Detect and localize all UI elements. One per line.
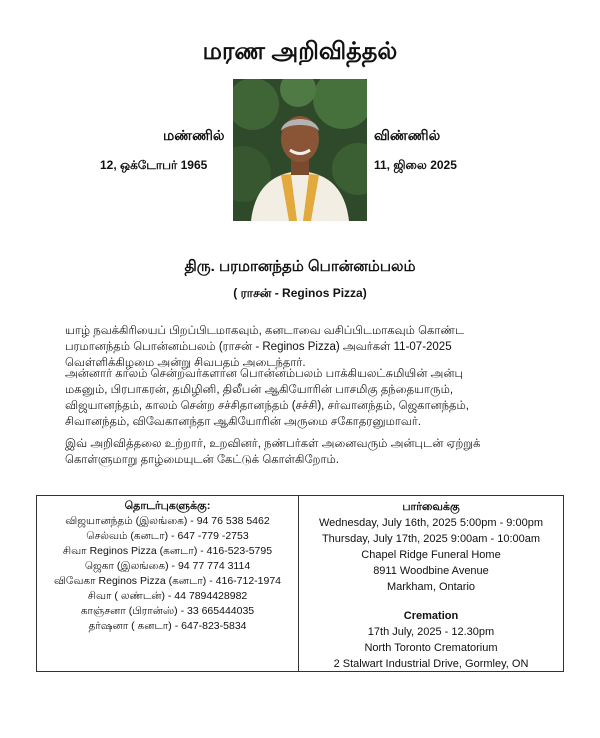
request-paragraph	[65, 436, 555, 468]
viewing-heading: பார்வைக்கு	[402, 501, 460, 513]
contact-item: ஜெகா (இலங்கை) - 94 77 774 3114	[84, 560, 251, 572]
contact-item: சிவா Reginos Pizza (கனடா) - 416-523-5795	[62, 545, 273, 557]
contact-item: சிவா ( லண்டன்) - 44 7894428982	[87, 590, 248, 602]
contact-item: தர்ஷனா ( கனடா) - 647-823-5834	[88, 620, 247, 632]
paragraph-line: சிவானந்தம், விவேகானந்தா ஆகியோரின் அருமை சகோதரனுமாவர்.	[65, 416, 422, 428]
family-paragraph	[65, 366, 555, 430]
cremation-heading: Cremation	[403, 610, 459, 622]
contacts-column	[37, 499, 298, 634]
paragraph-line: யாழ் நவக்கிரியைப் பிறப்பிடமாகவும், கனடாவை வசிப்பிடமாகவும் கொண்ட	[65, 325, 465, 337]
death-label: விண்ணில்	[374, 127, 441, 143]
deceased-name: திரு. பரமானந்தம் பொன்னம்பலம்	[184, 258, 416, 275]
contact-item: செல்வம் (கனடா) - 647 -779 -2753	[86, 530, 249, 542]
contact-item: காஞ்சனா (பிரான்ஸ்) - 33 665444035	[80, 605, 255, 617]
viewing-line: Chapel Ridge Funeral Home	[361, 549, 501, 561]
notice-title: மரண அறிவித்தல்	[202, 38, 398, 65]
viewing-line: Thursday, July 17th, 2025 9:00am - 10:00am	[321, 533, 541, 545]
announcement-paragraph	[65, 323, 555, 371]
cremation-line: North Toronto Crematorium	[364, 642, 498, 654]
viewing-line: Markham, Ontario	[386, 581, 476, 593]
viewing-line: 8911 Woodbine Avenue	[373, 565, 489, 577]
death-date: 11, ஜிலை 2025	[374, 158, 457, 172]
paragraph-line: மகனும், பிரபாகரன், தமிழினி, திலீபன் ஆகியோரின் பாசமிகு தந்தையாரும்,	[65, 384, 454, 396]
contact-item: விஜயானந்தம் (இலங்கை) - 94 76 538 5462	[65, 515, 270, 527]
contact-and-service-box	[36, 495, 564, 672]
birth-label: மண்ணில்	[163, 127, 225, 143]
birth-date: 12, ஒக்டோபர் 1965	[100, 158, 208, 172]
paragraph-line: கொள்ளுமாறு தாழ்மையுடன் கேட்டுக் கொள்கிறோம்.	[65, 454, 339, 466]
cremation-line: 2 Stalwart Industrial Drive, Gormley, ON	[333, 658, 529, 670]
contacts-heading: தொடர்புகளுக்கு:	[124, 500, 211, 512]
contact-item: விவேகா Reginos Pizza (கனடா) - 416-712-1974	[53, 575, 282, 587]
viewing-line: Wednesday, July 16th, 2025 5:00pm - 9:00pm	[318, 517, 543, 529]
cremation-line: 17th July, 2025 - 12.30pm	[367, 626, 495, 638]
portrait-photo	[233, 79, 367, 221]
paragraph-line: வெள்ளிக்கிழமை அன்று சிவபதம் அடைந்தார்.	[65, 357, 306, 369]
paragraph-line: அன்னார் காலம் சென்றவர்களான பொன்னம்பலம் பாக்கியலட்சுமியின் அன்பு	[65, 368, 464, 380]
paragraph-line: பரமானந்தம் பொன்னம்பலம் (ராசன் - Reginos Pizza) அவர்கள் 11-07-2025	[65, 341, 452, 353]
service-column	[299, 499, 563, 672]
deceased-nickname: ( ராசன் - Reginos Pizza)	[233, 286, 367, 300]
paragraph-line: விஜயானந்தம், காலம் சென்ற சச்சிதானந்தம் (சச்சி), சர்வானந்தம், ஜெகானந்தம்,	[65, 400, 469, 412]
paragraph-line: இவ் அறிவித்தலை உற்றார், உறவினர், நண்பர்கள் அனைவரும் அன்புடன் ஏற்றுக்	[65, 438, 481, 450]
